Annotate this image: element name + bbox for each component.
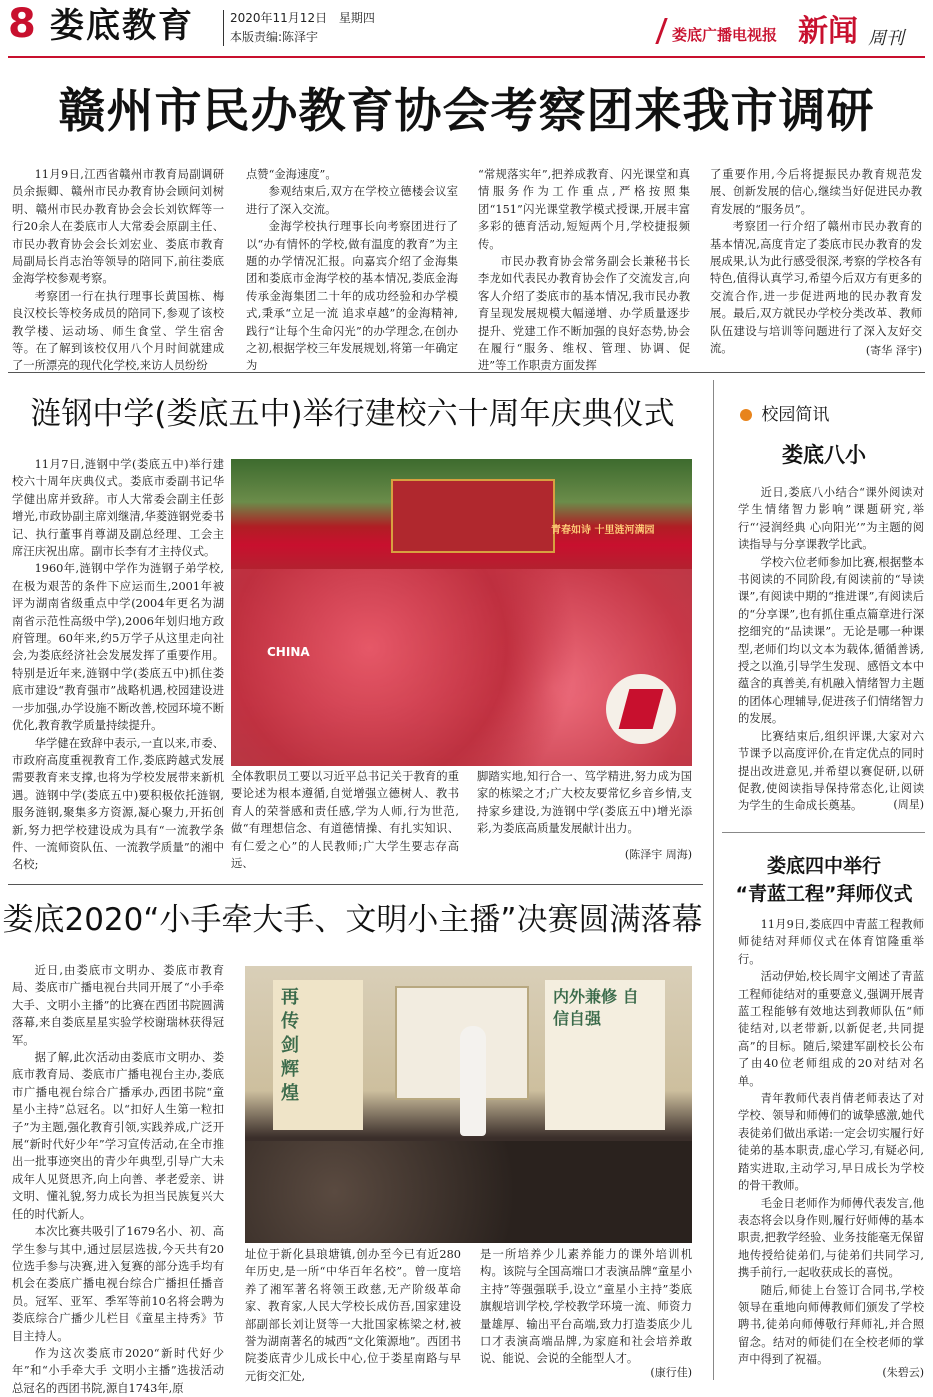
article1-column-2 [246,166,458,373]
article3-column-2 [245,1246,461,1383]
paragraph: 1960年,涟钢中学作为涟钢子弟学校,在极为艰苦的条件下应运而生,2001年被评为湖南省级重点中学(2004年更名为湖南省示范性高级中学),2006年划归地方政府管理。60年来,约5万学子从这里走向社会,为娄底经济社会发展发挥了重要作用。特别是近年来,涟钢中学(娄底五中)抓住娄底市建设“教育强市”战略机遇,校园建设进一步加强,办学设施不断改善,校园环境不断优化,教育教学质量持续提升。 [12,562,224,733]
weekday-text: 星期四 [338,11,375,25]
paragraph: 本次比赛共吸引了1679名小、初、高学生参与其中,通过层层选拔,今天共有20位选手参与决赛,进入复赛的部分选手均有机会在娄底广播电视台综合广播担任播音员。冠军、亚军、季军等前10名将会聘为娄底综合广播少儿栏目《童星主持秀》节目主持人。 [12,1225,224,1343]
paragraph: 全体教职员工要以习近平总书记关于教育的重要论述为根本遵循,自觉增强立德树人、教书育人的荣誉感和责任感,学为人师,行为世范,做“有理想信念、有道德情操、有扎实知识、有仁爱之心”的人民教师;广大学生要志存高远、 [231,770,459,871]
paragraph: 毛金日老师作为师傅代表发言,他表态将会以身作则,履行好师傅的基本职责,把教学经验、业务技能毫无保留地传授给徒弟们,与徒弟们共同学习,携手前行,一起收获成长的喜悦。 [738,1196,924,1280]
article3-headline: 娄底2020“小手牵大手、文明小主播”决赛圆满落幕 [2,902,703,938]
presenter-figure [460,1026,486,1136]
article1-headline: 赣州市民办教育协会考察团来我市调研 [58,84,875,139]
paragraph: 青年教师代表肖倩老师表达了对学校、领导和师傅们的诚挚感激,她代表徒弟们做出承诺:一定会切实履行好徒弟的基本职责,虚心学习,有疑必问,踏实进取,主动学习,早日成长为学校的骨干教师。 [738,1092,924,1193]
article3-contest-photo [245,966,692,1243]
issue-date [230,9,375,26]
paragraph: 11月9日,娄底四中青蓝工程教师师徒结对拜师仪式在体育馆隆重举行。 [738,918,924,966]
sidebar-divider [713,380,714,1380]
brief2-title-line2: “青蓝工程”拜师仪式 [735,883,913,905]
date-text: 2020年11月12日 [230,11,328,25]
article1-byline: (寄华 泽宇) [865,344,922,357]
paragraph: “常规落实年”,把养成教育、闪光课堂和真情服务作为工作重点,严格按照集团“151”闪光课堂教学模式授课,开展丰富多彩的德育活动,短短两个月,学校捷报频传。 [478,168,690,251]
article2-column-2 [231,768,459,871]
paragraph: 据了解,此次活动由娄底市文明办、娄底市教育局、娄底市广播电视台主办,娄底市广播电视台综合广播承办,西团书院“童星小主持”总冠名。以“扣好人生第一粒扣子”为主题,强化教育引领,实践养成,广泛开展“新时代好少年”学习宣传活动,在全市推出一批事迹突出的青少年典型,引导广大未成年人见贤思齐,向上向善、孝老爱亲、讲文明、懂礼貌,努力成长为担当民族复兴大任的时代新人。 [12,1051,224,1221]
paragraph: 考察团一行介绍了赣州市民办教育的基本情况,高度肯定了娄底市民办教育的发展成果,认为此行感受很深,考察的学校各有特色,值得认真学习,希望今后双方有更多的交流合作,进一步促进两地的民办教育发展。最后,双方就民办学校分类改革、教师队伍建设与培训等问题进行了深入友好交流。 [710,220,922,356]
sidebar-section-label [740,400,829,425]
stage-backdrop [391,479,555,553]
page-number: 8 [8,1,36,47]
brand-name: 新闻 [798,14,858,49]
photo-banner-text: 青春如诗 十里涟河满园 [551,525,655,536]
article3-byline: (康行佳) [650,1366,692,1379]
article1-column-3 [478,166,690,373]
paragraph: 参观结束后,双方在学校立德楼会议室进行了深入交流。 [246,185,458,216]
article3-column-1 [12,962,224,1395]
paragraph: 近日,娄底八小结合“课外阅读对学生情绪智力影响”课题研究,举行“‘浸润经典 心向阳光’”为主题的阅读指导与分享课教学比武。 [738,486,924,552]
paragraph: 脚踏实地,知行合一、笃学精进,努力成为国家的栋梁之才;广大校友要常忆乡音乡情,支持家乡建设,为涟钢中学(娄底五中)增光添彩,为娄底高质量发展献计出力。 [477,770,692,836]
brief2-byline: (朱碧云) [882,1366,924,1379]
paragraph: 随后,师徒上台签订合同书,学校领导在重地向师傅教师们颁发了学校聘书,徒弟向师傅敬行拜师礼,并合照留念。结对的师徒们在全校老师的掌声中得到了祝福。 [738,1283,924,1367]
brand-suffix: 周刊 [868,28,904,49]
article2-headline: 涟钢中学(娄底五中)举行建校六十周年庆典仪式 [30,396,675,432]
paragraph: 华学健在致辞中表示,一直以来,市委、市政府高度重视教育工作,娄底跨越式发展需要教育来支撑,也将为学校发展带来新机遇。涟钢中学(娄底五中)要积极依托涟钢,服务涟钢,聚集多方资源,凝心聚力,开拓创新,努力把学校建设成为具有“一流教学条件、一流师资队伍、一流教学质量”的湘中名校; [12,736,224,872]
paragraph: 点赞“金海速度”。 [246,168,337,181]
article3-column-3 [480,1246,692,1366]
paragraph: 考察团一行在执行理事长黄国栋、梅良汉校长等校务成员的陪同下,参观了该校教学楼、运动场、师生食堂、学生宿舍等。在了解到该校仅用八个月时间就建成了一所漂亮的现代化学校,来访人员纷纷 [12,289,224,373]
article2-column-3 [477,768,692,848]
brief2-title-line1: 娄底四中举行 [766,855,881,877]
paragraph: 近日,由娄底市文明办、娄底市教育局、娄底市广播电视台共同开展了“小手牵大手、文明小主播”的比赛在西团书院圆满落幕,来自娄底星星实验学校谢瑞林获得冠军。 [12,964,224,1047]
paragraph: 金海学校执行理事长向考察团进行了以“办有情怀的学校,做有温度的教育”为主题的办学情况汇报。向嘉宾介绍了金海集团和娄底市金海学校的基本情况,娄底金海传承金海集团二十年的成功经验和办学模式,秉承“立足一流 追求卓越”的金海精神,践行“让每个生命闪光”的办学理念,在创办之初,根据学校三年发展规划,将第一年确定为 [246,220,458,373]
paragraph: 11月7日,涟钢中学(娄底五中)举行建校六十周年庆典仪式。娄底市委副书记华学健出席并致辞。市人大常委会副主任彭增光,市政协副主席刘继清,华菱涟钢党委书记、执行董事肖尊湖及副总经理、工会主席汪庆祝出席。副市长李有才主持仪式。 [12,458,224,559]
masthead-divider [223,10,224,46]
editor-credit: 本版责编:陈泽宇 [230,30,319,44]
article2-byline: (陈泽宇 周海) [624,848,692,861]
publisher-slash-icon [655,18,667,44]
paragraph: 活动伊始,校长周宇文阐述了青蓝工程师徒结对的重要意义,强调开展青蓝工程能够有效地达到教师队伍“师徒结对,以老带新,以新促老,共同提高”的目标。随后,梁建军副校长公布了由40位老师组成的20对结对名单。 [738,970,924,1088]
article2-column-1 [12,456,224,886]
left-banner-text: 再传剑辉煌 [281,987,299,1104]
audience-area [245,1141,692,1243]
divider [8,372,925,373]
divider [8,884,703,885]
divider [722,832,925,833]
right-banner-text: 内外兼修 自信自强 [553,987,639,1028]
publisher-name: 娄底广播电视报 [672,26,778,44]
photo-sign-text: CHINA [267,645,310,659]
section-label-text: 校园简讯 [761,405,830,425]
paragraph: 比赛结束后,组织评课,大家对六节课予以高度评价,在肯定优点的同时提出改进意见,并希望以赛促研,以研促教,使阅读指导保持常态化,让阅读为学生的生命成长奠基。 [738,729,924,813]
paragraph: 了重要作用,今后将提振民办教育规范发展、创新发展的信心,继续当好促进民办教育发展的“服务员”。 [710,168,922,216]
paragraph: 作为这次娄底市2020“新时代好少年”和“小手牵大手 文明小主播”选拔活动总冠名的西团书院,源自1743年,原 [12,1346,224,1395]
brief1-title: 娄底八小 [782,443,866,467]
paragraph: 学校六位老师参加比赛,根据整本书阅读的不同阶段,有阅读前的“导读课”,有阅读中期的“推进课”,有阅读后的“分享课”,也有抓住重点篇章进行深挖细究的“品读课”。无论是哪一种课型,老师们均以文本为载体,循循善诱,授之以渔,引导学生发现、感悟文本中蕴含的真善美,有机融入情绪智力主题的团体心理辅导,促进孩子们情绪智力的发展。 [738,555,924,726]
brief2-title [718,852,930,908]
brief2-body [738,916,924,1367]
article2-ceremony-photo [231,459,692,766]
paragraph: 市民办教育协会常务副会长兼秘书长李龙如代表民办教育协会作了交流发言,向客人介绍了娄底市的基本情况,我市民办教育呈现发展规模大幅递增、办学质量逐步提升、党建工作不断加强的良好态势,协会在履行“服务、维权、管理、协调、促进”等工作职责方面发挥 [478,255,690,373]
brief1-byline: (周星) [893,798,924,811]
article1-column-4 [710,166,922,356]
paragraph: 11月9日,江西省赣州市教育局副调研员余振卿、赣州市民办教育协会顾问刘树明、赣州市民办教育协会会长刘钦辉等一行20余人在娄底市人大常委会原副主任、市民办教育协会会长刘宏业、娄底市教育局副局长肖志治等领导的陪同下,前往娄底金海学校参观考察。 [12,168,224,286]
paragraph: 是一所培养少儿素养能力的课外培训机构。该院与全国高端口才表演品牌“童星小主持”等强强联手,设立“童星小主持”娄底旗舰培训学校,学校教学环境一流、师资力量雄厚、输出平台高端,致力打造娄底少儿口才表演高端品牌,为家庭和社会培养敢说、能说、会说的全能型人才。 [480,1248,692,1366]
masthead-rule [8,56,925,58]
paragraph: 址位于新化县琅塘镇,创办至今已有近280年历史,是一所“中华百年名校”。曾一度培养了湘军著名将领王政慈,无产阶级革命家、教育家,人民大学校长成仿吾,国家建设部副部长刘让贤等一大批国家栋梁之材,被誉为湖南著名的城西“文化策源地”。西团书院娄底青少儿成长中心,位于娄星南路与早元街交汇处, [245,1248,461,1383]
article1-column-1 [12,166,224,373]
bullet-dot-icon [740,409,752,421]
section-title: 娄底教育 [50,6,194,46]
